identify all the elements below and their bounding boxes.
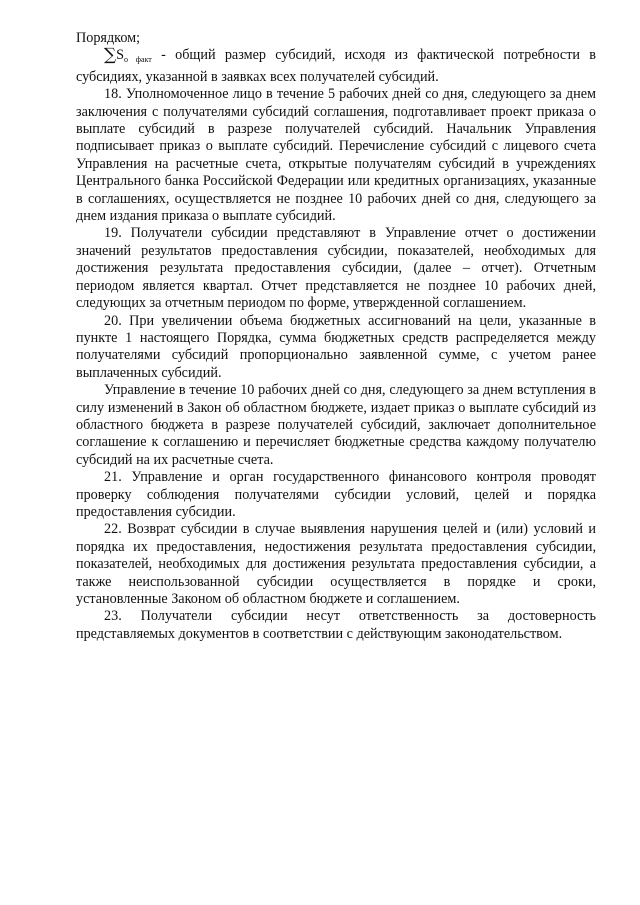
sigma-symbol: ∑ <box>104 45 117 66</box>
paragraph-18: 18. Уполномоченное лицо в течение 5 рабочих дней со дня, следующего за днем заключения с получателями субсидий соглашения, подготавливает проект приказа о выплате субсидий в разрезе получателей субсидий. Начальник Управления подписывает приказ о выплате субсидий. Перечисление субсидий с лицевого счета Управления на расчетные счета, открытые получателям субсидий в учреждениях Центрального банка Российской Федерации или кредитных организациях, указанные в соглашениях, осуществляется не позднее 10 рабочих дней со дня, следующего за днем издания приказа о выплате субсидий. <box>76 86 596 225</box>
formula-description: - общий размер субсидий, исходя из фактической потребности в субсидиях, указанной в заявках всех получателей субсидий. <box>76 47 596 85</box>
paragraph-23: 23. Получатели субсидии несут ответственность за достоверность представляемых документов в соответствии с действующим законодательством. <box>76 608 596 642</box>
paragraph-22: 22. Возврат субсидии в случае выявления нарушения целей и (или) условий и порядка их предоставления, недостижения результата предоставления субсидии, показателей, необходимых для достижения результата предоставления субсидии, а также неиспользованной субсидии осуществляется в порядке и сроки, установленные Законом об областном бюджете и соглашением. <box>76 521 596 607</box>
lead-line: Порядком; <box>76 30 141 46</box>
formula-subscript: о факт <box>124 55 152 65</box>
paragraph-20: 20. При увеличении объема бюджетных ассигнований на цели, указанные в пункте 1 настоящего Порядка, сумма бюджетных средств распределяется между получателями субсидий пропорционально заявленной сумме, с учетом ранее выплаченных субсидий. <box>76 312 596 381</box>
formula-definition <box>76 47 596 86</box>
paragraph-21: 21. Управление и орган государственного финансового контроля проводят проверку соблюдения получателями субсидии условий, целей и порядка предоставления субсидии. <box>76 469 596 520</box>
paragraph-19: 19. Получатели субсидии представляют в Управление отчет о достижении значений результатов предоставления субсидии, показателей, необходимых для достижения результата предоставления субсидии, (далее – отчет). Отчетным периодом является квартал. Отчет представляется не позднее 10 рабочих дней, следующих за отчетным периодом по форме, утвержденной соглашением. <box>76 225 596 312</box>
paragraph-20-continued: Управление в течение 10 рабочих дней со дня, следующего за днем вступления в силу изменений в Закон об областном бюджете, издает приказ о выплате субсидий из областного бюджета в разрезе получателей субсидий, заключает дополнительное соглашение к соглашению и перечисляет бюджетные средства каждому получателю субсидий на их расчетные счета. <box>76 382 596 468</box>
formula-symbol: S <box>116 47 125 64</box>
document-page <box>76 30 596 643</box>
